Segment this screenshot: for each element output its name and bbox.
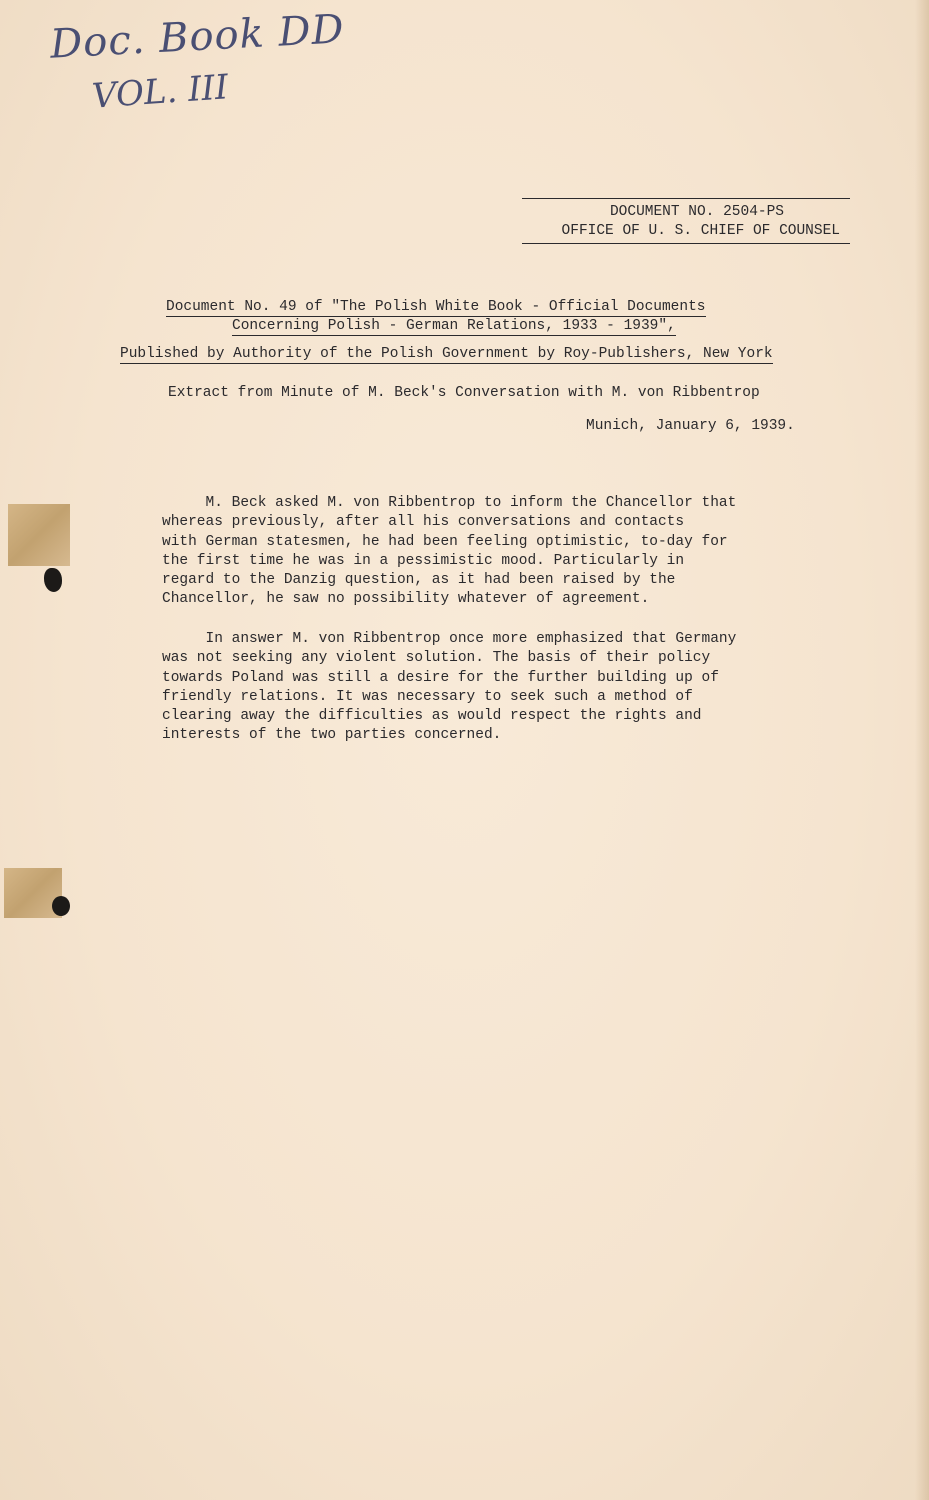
stamp-office: OFFICE OF U. S. CHIEF OF COUNSEL <box>522 222 850 244</box>
handwritten-note-line1: Doc. Book DD <box>48 6 346 68</box>
stamp-top-rule <box>522 198 850 199</box>
heading-line3 <box>120 346 773 362</box>
heading-line3-text: Published by Authority of the Polish Government by Roy-Publishers, New York <box>120 346 773 362</box>
heading-line1-text: Document No. 49 of "The Polish White Book - Official Documents <box>166 299 706 315</box>
document-stamp <box>522 198 850 244</box>
paragraph-2: In answer M. von Ribbentrop once more emphasized that Germany was not seeking any violent solution. The basis of their policy towards Poland was still a desire for the further building up of friendly relations. It was necessary to seek such a method of clearing away the difficulties as would respect the rights and interests of the two parties concerned. <box>162 631 737 744</box>
extract-title: Extract from Minute of M. Beck's Conversation with M. von Ribbentrop <box>168 385 760 401</box>
tape-mark-upper <box>8 504 70 566</box>
heading-line2 <box>232 318 676 334</box>
paragraph-1: M. Beck asked M. von Ribbentrop to inform the Chancellor that whereas previously, after all his conversations and contacts with German statesmen, he had been feeling optimistic, to-day for the first time he was in a pessimistic mood. Particularly in regard to the Danzig question, as it had been raised by the Chancellor, he saw no possibility whatever of agreement. <box>162 495 737 608</box>
heading-line1 <box>166 299 706 315</box>
paper-edge <box>915 0 929 1500</box>
punch-hole-upper <box>44 568 62 592</box>
handwritten-note-line2: VOL. III <box>90 67 230 117</box>
punch-hole-lower <box>52 896 70 916</box>
dateline: Munich, January 6, 1939. <box>586 418 795 434</box>
heading-line2-text: Concerning Polish - German Relations, 1933 - 1939", <box>232 318 676 334</box>
stamp-document-number: DOCUMENT NO. 2504-PS <box>609 204 784 220</box>
